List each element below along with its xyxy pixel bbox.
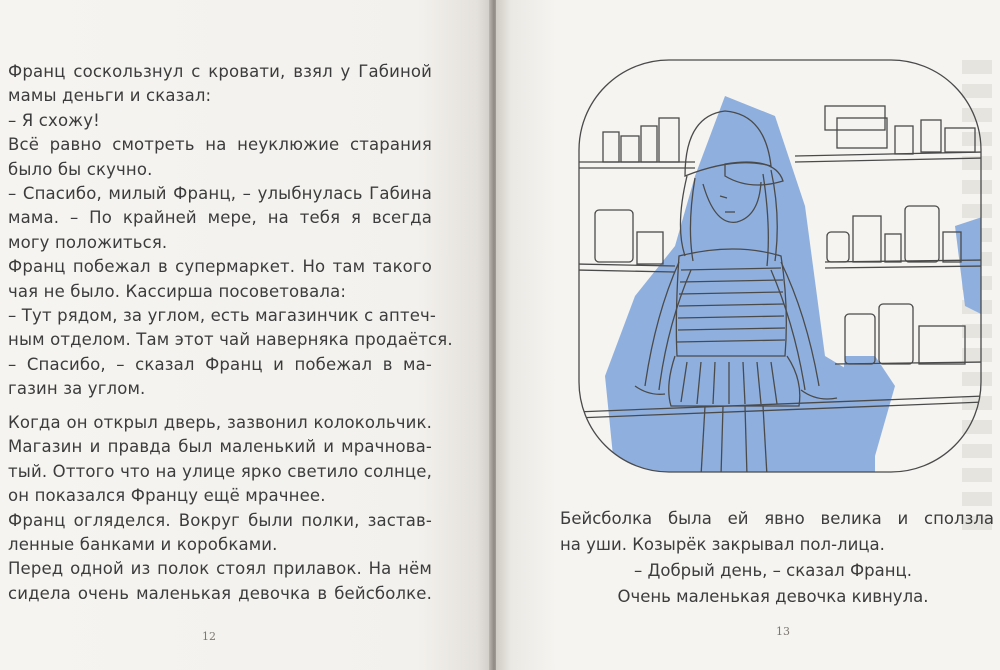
text-line: Всё равно смотреть на неуклюжие старания [8,135,432,155]
text-line: газин за углом. [8,379,146,399]
text-line: – Я схожу! [8,110,100,130]
text-line: Франц соскользнул с кровати, взял у Габиной [8,62,432,81]
text-line: Когда он открыл дверь, зазвонил колокольчик. [8,413,432,433]
text-line: – Тут рядом, за углом, есть магазинчик с аптеч- [8,305,437,325]
text-line: на уши. Козырёк закрывал пол-лица. [560,535,885,554]
text-line: Магазин и правда был маленький и мрачнова- [8,437,432,457]
text-line: Очень маленькая девочка кивнула. [617,587,929,606]
right-page-text [560,506,994,610]
text-line: ным отделом. Там этот чай наверняка продаётся. [8,330,453,350]
left-page-text [8,60,453,606]
text-line: чая не было. Кассирша посоветовала: [8,281,347,301]
text-line: Бейсболка была ей явно велика и сползла [560,509,994,528]
text-line: ленные банками и коробками. [8,535,278,555]
text-line: могу положиться. [8,232,168,252]
illustration-girl-in-shop [575,56,985,476]
text-line: тый. Оттого что на улице ярко светило солнце, [8,461,432,481]
left-page [0,0,492,670]
page-number-right: 13 [776,625,790,638]
text-line: Перед одной из полок стоял прилавок. На нём [8,559,432,579]
text-line: сидела очень маленькая девочка в бейсболке. [8,583,432,603]
text-line: было бы скучно. [8,159,153,179]
text-line: – Добрый день, – сказал Франц. [633,561,913,580]
text-line: Франц побежал в супермаркет. Но там такого [8,257,432,277]
text-line: мама. – По крайней мере, на тебя я всегда [8,208,432,228]
text-line: – Спасибо, – сказал Франц и побежал в ма- [8,354,432,374]
text-line: Франц огляделся. Вокруг были полки, застав- [8,510,432,530]
text-line: – Спасибо, милый Франц, – улыбнулась Габина [8,183,432,203]
page-number-left: 12 [202,630,216,643]
text-line: мамы деньги и сказал: [8,86,212,106]
text-line: он показался Францу ещё мрачнее. [8,486,326,506]
